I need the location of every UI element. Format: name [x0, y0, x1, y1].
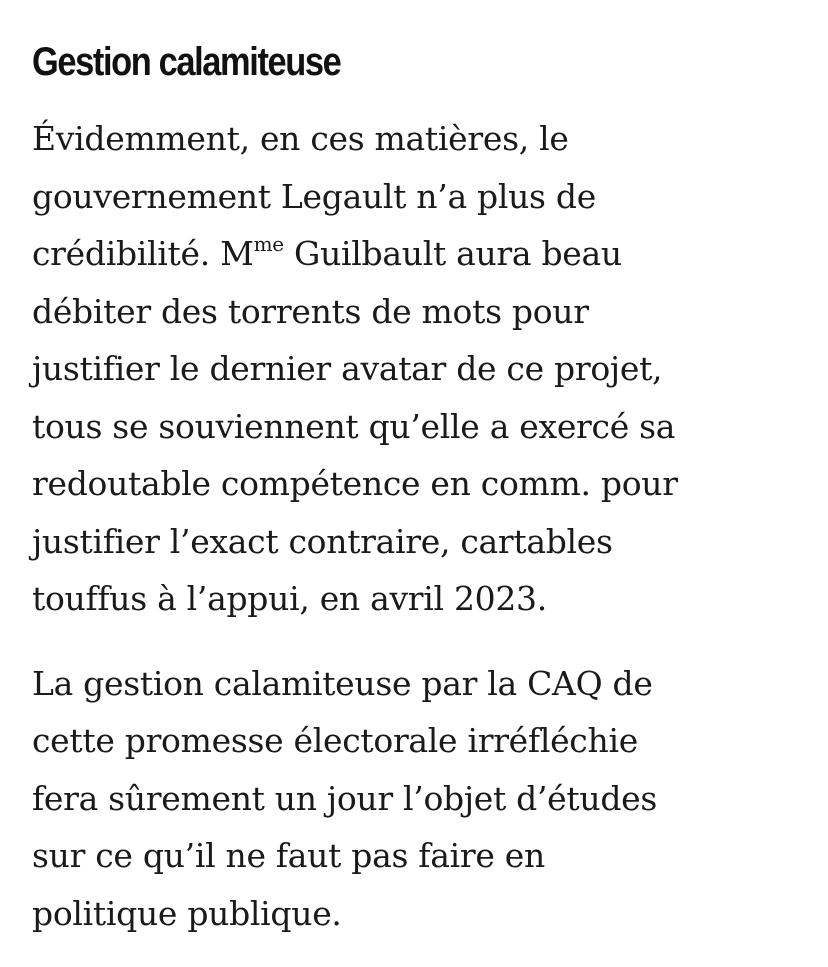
- line-3-start: crédibilité. M: [32, 234, 254, 273]
- paragraph-1-line-8: justifier l’exact contraire, cartables: [32, 521, 613, 561]
- paragraph-1-line-1: Évidemment, en ces matières, le: [32, 119, 569, 158]
- section-heading: Gestion calamiteuse: [32, 40, 341, 84]
- article-body: [32, 34, 812, 942]
- paragraph-2-line-2: cette promesse électorale irréfléchie: [32, 721, 638, 760]
- line-3-end: Guilbault aura beau: [283, 234, 622, 273]
- paragraph-1-line-2: gouvernement Legault n’a plus de: [32, 176, 596, 216]
- paragraph-1-line-9: touffus à l’appui, en avril 2023.: [32, 579, 547, 618]
- paragraph-2-line-4: sur ce qu’il ne faut pas faire en: [32, 836, 545, 875]
- paragraph-2-line-3: fera sûrement un jour l’objet d’études: [32, 778, 658, 818]
- title-abbreviation-superscript: me: [253, 232, 284, 256]
- paragraph-1-line-5: justifier le dernier avatar de ce projet,: [32, 349, 663, 388]
- paragraph-1-line-3: [32, 225, 812, 283]
- paragraph-1: [32, 110, 812, 628]
- paragraph-2-line-1: La gestion calamiteuse par la CAQ de: [32, 663, 653, 703]
- paragraph-1-line-4: débiter des torrents de mots pour: [32, 291, 589, 331]
- paragraph-1-line-7: redoutable compétence en comm. pour: [32, 464, 678, 503]
- paragraph-2-line-5: politique publique.: [32, 893, 342, 933]
- paragraph-2: [32, 655, 812, 943]
- paragraph-1-line-6: tous se souviennent qu’elle a exercé sa: [32, 406, 676, 446]
